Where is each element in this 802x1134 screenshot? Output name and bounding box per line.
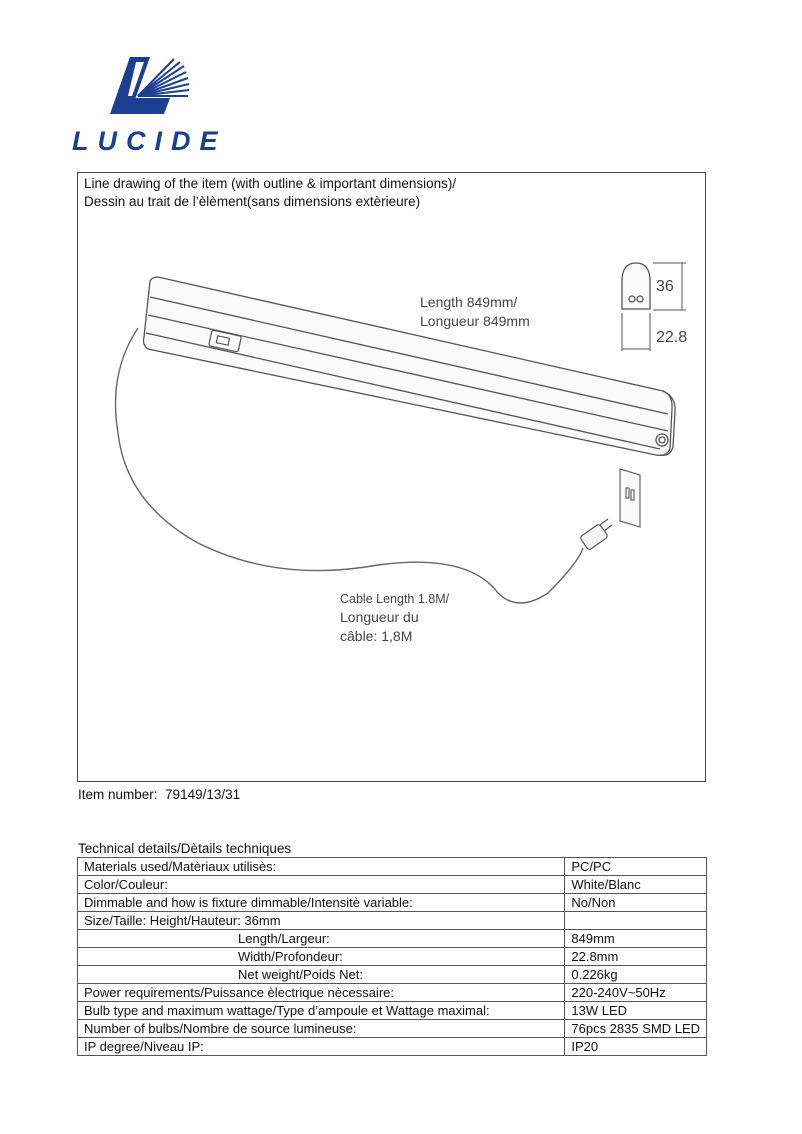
spec-label: Width/Profondeur:: [78, 948, 565, 966]
length-label-en: Length 849mm/: [420, 294, 518, 310]
spec-value: 849mm: [565, 930, 707, 948]
spec-value: 0.226kg: [565, 966, 707, 984]
spec-value: 22.8mm: [565, 948, 707, 966]
spec-label: Net weight/Poids Net:: [78, 966, 565, 984]
table-row: [78, 930, 707, 948]
spec-value: IP20: [565, 1038, 707, 1056]
table-row: [78, 1038, 707, 1056]
line-drawing-panel: [77, 172, 706, 782]
lucide-logo: [72, 52, 232, 162]
drawing-title-fr: Dessin au trait de l’èlèment(sans dimensions extèrieure): [84, 194, 421, 209]
spec-label: Power requirements/Puissance èlectrique nècessaire:: [78, 984, 565, 1002]
product-line-drawing: [78, 173, 705, 781]
cable-label-en: Cable Length 1.8M/: [340, 592, 450, 606]
width-dimension: 22.8: [656, 329, 688, 346]
table-row: [78, 1020, 707, 1038]
brand-wordmark: LUCIDE: [72, 126, 227, 156]
spec-value: 76pcs 2835 SMD LED: [565, 1020, 707, 1038]
logo-mark: [72, 52, 222, 127]
table-row: [78, 966, 707, 984]
table-row: [78, 948, 707, 966]
technical-details-table: [77, 857, 707, 1056]
item-number-value: 79149/13/31: [165, 787, 241, 802]
spec-value: [565, 912, 707, 930]
technical-details-title: Technical details/Dètails techniques: [78, 841, 292, 856]
spec-label: Length/Largeur:: [78, 930, 565, 948]
spec-value: No/Non: [565, 894, 707, 912]
plug-outline: [580, 519, 612, 550]
table-row: [78, 894, 707, 912]
spec-label: Bulb type and maximum wattage/Type d’ampoule et Wattage maximal:: [78, 1002, 565, 1020]
drawing-title-en: Line drawing of the item (with outline & important dimensions)/: [84, 176, 457, 191]
item-number: [78, 787, 240, 802]
spec-value: White/Blanc: [565, 876, 707, 894]
table-row: [78, 984, 707, 1002]
table-row: [78, 858, 707, 876]
spec-label: Size/Taille: Height/Hauteur: 36mm: [78, 912, 565, 930]
spec-label: IP degree/Niveau IP:: [78, 1038, 565, 1056]
item-number-label: Item number:: [78, 787, 158, 802]
length-label-fr: Longueur 849mm: [420, 313, 530, 329]
spec-label: Number of bulbs/Nombre de source lumineuse:: [78, 1020, 565, 1038]
spec-value: PC/PC: [565, 858, 707, 876]
spec-label: Dimmable and how is fixture dimmable/Intensitè variable:: [78, 894, 565, 912]
cable-label-fr-2: câble: 1,8M: [340, 628, 413, 644]
table-row: [78, 912, 707, 930]
table-row: [78, 1002, 707, 1020]
height-dimension: 36: [656, 278, 674, 295]
spec-label: Color/Couleur:: [78, 876, 565, 894]
end-profile-outline: [622, 263, 650, 309]
led-batten-outline: [144, 277, 676, 455]
table-row: [78, 876, 707, 894]
cable-label-fr-1: Longueur du: [340, 609, 419, 625]
wall-socket-outline: [620, 469, 640, 527]
spec-value: 13W LED: [565, 1002, 707, 1020]
spec-label: Materials used/Matèriaux utilisès:: [78, 858, 565, 876]
spec-value: 220-240V~50Hz: [565, 984, 707, 1002]
